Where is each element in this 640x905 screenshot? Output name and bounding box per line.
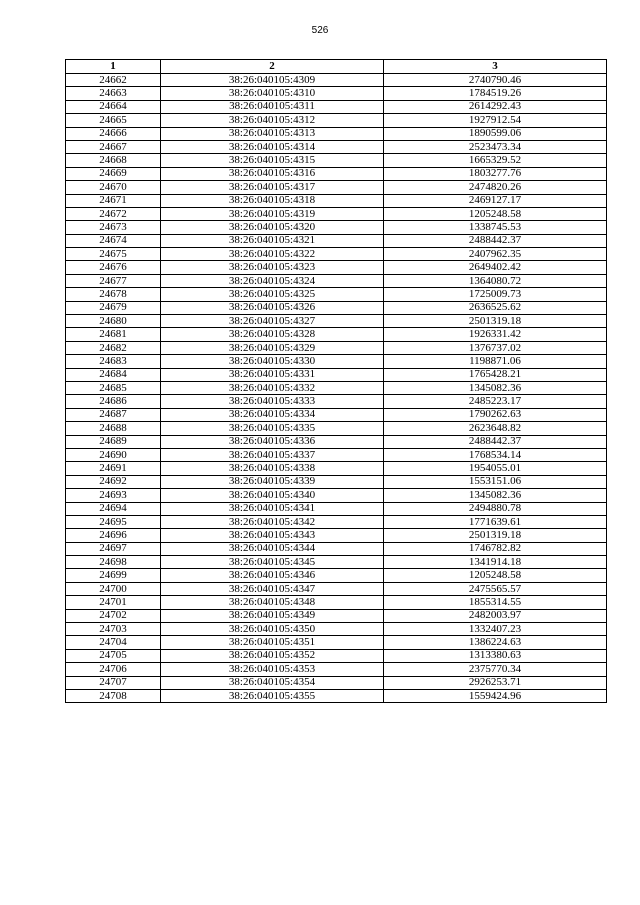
value-cell: 2475565.57 [384, 582, 607, 595]
row-number-cell: 24668 [66, 154, 161, 167]
table-row [66, 167, 607, 180]
cadastral-number-cell: 38:26:040105:4355 [161, 689, 384, 702]
cadastral-number-cell: 38:26:040105:4327 [161, 315, 384, 328]
row-number-cell: 24694 [66, 502, 161, 515]
row-number-cell: 24671 [66, 194, 161, 207]
table-row [66, 355, 607, 368]
value-cell: 1559424.96 [384, 689, 607, 702]
cadastral-number-cell: 38:26:040105:4352 [161, 649, 384, 662]
table-row [66, 502, 607, 515]
row-number-cell: 24706 [66, 663, 161, 676]
table-row [66, 422, 607, 435]
cadastral-number-cell: 38:26:040105:4318 [161, 194, 384, 207]
cadastral-number-cell: 38:26:040105:4342 [161, 515, 384, 528]
cadastral-number-cell: 38:26:040105:4343 [161, 529, 384, 542]
row-number-cell: 24670 [66, 181, 161, 194]
row-number-cell: 24705 [66, 649, 161, 662]
column-header-2: 2 [161, 60, 384, 74]
value-cell: 2926253.71 [384, 676, 607, 689]
value-cell: 1855314.55 [384, 596, 607, 609]
table-row [66, 448, 607, 461]
value-cell: 1790262.63 [384, 408, 607, 421]
row-number-cell: 24701 [66, 596, 161, 609]
cadastral-number-cell: 38:26:040105:4314 [161, 140, 384, 153]
value-cell: 1205248.58 [384, 207, 607, 220]
value-cell: 2740790.46 [384, 74, 607, 87]
table-row [66, 623, 607, 636]
table-row [66, 395, 607, 408]
row-number-cell: 24700 [66, 582, 161, 595]
column-header-1: 1 [66, 60, 161, 74]
cadastral-number-cell: 38:26:040105:4323 [161, 261, 384, 274]
table-row [66, 596, 607, 609]
row-number-cell: 24708 [66, 689, 161, 702]
row-number-cell: 24665 [66, 114, 161, 127]
cadastral-number-cell: 38:26:040105:4311 [161, 100, 384, 113]
table-row [66, 288, 607, 301]
cadastral-number-cell: 38:26:040105:4335 [161, 422, 384, 435]
row-number-cell: 24704 [66, 636, 161, 649]
cadastral-number-cell: 38:26:040105:4315 [161, 154, 384, 167]
value-cell: 2469127.17 [384, 194, 607, 207]
data-table [65, 59, 607, 703]
row-number-cell: 24691 [66, 462, 161, 475]
row-number-cell: 24702 [66, 609, 161, 622]
value-cell: 2636525.62 [384, 301, 607, 314]
cadastral-number-cell: 38:26:040105:4350 [161, 623, 384, 636]
table-row [66, 248, 607, 261]
value-cell: 1376737.02 [384, 341, 607, 354]
table-row [66, 582, 607, 595]
row-number-cell: 24693 [66, 489, 161, 502]
cadastral-number-cell: 38:26:040105:4326 [161, 301, 384, 314]
value-cell: 1313380.63 [384, 649, 607, 662]
cadastral-number-cell: 38:26:040105:4349 [161, 609, 384, 622]
table-row [66, 100, 607, 113]
row-number-cell: 24679 [66, 301, 161, 314]
value-cell: 2523473.34 [384, 140, 607, 153]
table-row [66, 515, 607, 528]
row-number-cell: 24697 [66, 542, 161, 555]
table-row [66, 127, 607, 140]
page-number: 526 [311, 25, 329, 36]
table-body [66, 74, 607, 703]
value-cell: 1345082.36 [384, 381, 607, 394]
table-row [66, 194, 607, 207]
cadastral-number-cell: 38:26:040105:4324 [161, 274, 384, 287]
row-number-cell: 24696 [66, 529, 161, 542]
row-number-cell: 24699 [66, 569, 161, 582]
cadastral-number-cell: 38:26:040105:4310 [161, 87, 384, 100]
cadastral-number-cell: 38:26:040105:4354 [161, 676, 384, 689]
row-number-cell: 24662 [66, 74, 161, 87]
row-number-cell: 24688 [66, 422, 161, 435]
value-cell: 1927912.54 [384, 114, 607, 127]
value-cell: 1784519.26 [384, 87, 607, 100]
table-row [66, 154, 607, 167]
row-number-cell: 24685 [66, 381, 161, 394]
value-cell: 1553151.06 [384, 475, 607, 488]
value-cell: 2488442.37 [384, 435, 607, 448]
value-cell: 1765428.21 [384, 368, 607, 381]
table-row [66, 181, 607, 194]
cadastral-number-cell: 38:26:040105:4322 [161, 248, 384, 261]
table-row [66, 636, 607, 649]
table-row [66, 381, 607, 394]
value-cell: 2494880.78 [384, 502, 607, 515]
table-row [66, 328, 607, 341]
value-cell: 2501319.18 [384, 315, 607, 328]
table-row [66, 74, 607, 87]
row-number-cell: 24689 [66, 435, 161, 448]
table-row [66, 556, 607, 569]
value-cell: 2501319.18 [384, 529, 607, 542]
table-row [66, 676, 607, 689]
table-row [66, 234, 607, 247]
cadastral-number-cell: 38:26:040105:4351 [161, 636, 384, 649]
row-number-cell: 24666 [66, 127, 161, 140]
row-number-cell: 24698 [66, 556, 161, 569]
cadastral-number-cell: 38:26:040105:4341 [161, 502, 384, 515]
cadastral-number-cell: 38:26:040105:4345 [161, 556, 384, 569]
cadastral-number-cell: 38:26:040105:4332 [161, 381, 384, 394]
cadastral-number-cell: 38:26:040105:4328 [161, 328, 384, 341]
row-number-cell: 24695 [66, 515, 161, 528]
cadastral-number-cell: 38:26:040105:4346 [161, 569, 384, 582]
value-cell: 1364080.72 [384, 274, 607, 287]
row-number-cell: 24690 [66, 448, 161, 461]
value-cell: 1665329.52 [384, 154, 607, 167]
cadastral-number-cell: 38:26:040105:4336 [161, 435, 384, 448]
cadastral-number-cell: 38:26:040105:4334 [161, 408, 384, 421]
row-number-cell: 24669 [66, 167, 161, 180]
value-cell: 1205248.58 [384, 569, 607, 582]
table-row [66, 569, 607, 582]
value-cell: 1332407.23 [384, 623, 607, 636]
value-cell: 1771639.61 [384, 515, 607, 528]
row-number-cell: 24675 [66, 248, 161, 261]
cadastral-number-cell: 38:26:040105:4339 [161, 475, 384, 488]
cadastral-number-cell: 38:26:040105:4329 [161, 341, 384, 354]
table-row [66, 301, 607, 314]
row-number-cell: 24684 [66, 368, 161, 381]
value-cell: 2649402.42 [384, 261, 607, 274]
table-row [66, 689, 607, 702]
table-row [66, 87, 607, 100]
value-cell: 1803277.76 [384, 167, 607, 180]
row-number-cell: 24687 [66, 408, 161, 421]
value-cell: 2485223.17 [384, 395, 607, 408]
table-row [66, 274, 607, 287]
cadastral-number-cell: 38:26:040105:4353 [161, 663, 384, 676]
row-number-cell: 24664 [66, 100, 161, 113]
value-cell: 2488442.37 [384, 234, 607, 247]
cadastral-number-cell: 38:26:040105:4319 [161, 207, 384, 220]
cadastral-number-cell: 38:26:040105:4348 [161, 596, 384, 609]
value-cell: 1345082.36 [384, 489, 607, 502]
value-cell: 2623648.82 [384, 422, 607, 435]
table-row [66, 529, 607, 542]
row-number-cell: 24703 [66, 623, 161, 636]
table-row [66, 368, 607, 381]
table-row [66, 475, 607, 488]
cadastral-number-cell: 38:26:040105:4347 [161, 582, 384, 595]
row-number-cell: 24674 [66, 234, 161, 247]
table-row [66, 462, 607, 475]
table-row [66, 408, 607, 421]
value-cell: 2375770.34 [384, 663, 607, 676]
row-number-cell: 24672 [66, 207, 161, 220]
value-cell: 2614292.43 [384, 100, 607, 113]
cadastral-number-cell: 38:26:040105:4313 [161, 127, 384, 140]
cadastral-number-cell: 38:26:040105:4317 [161, 181, 384, 194]
value-cell: 1926331.42 [384, 328, 607, 341]
table-row [66, 542, 607, 555]
cadastral-number-cell: 38:26:040105:4340 [161, 489, 384, 502]
table-row [66, 489, 607, 502]
row-number-cell: 24686 [66, 395, 161, 408]
row-number-cell: 24676 [66, 261, 161, 274]
value-cell: 1386224.63 [384, 636, 607, 649]
row-number-cell: 24683 [66, 355, 161, 368]
row-number-cell: 24677 [66, 274, 161, 287]
cadastral-number-cell: 38:26:040105:4325 [161, 288, 384, 301]
value-cell: 2474820.26 [384, 181, 607, 194]
cadastral-number-cell: 38:26:040105:4321 [161, 234, 384, 247]
cadastral-number-cell: 38:26:040105:4316 [161, 167, 384, 180]
table-row [66, 649, 607, 662]
value-cell: 1341914.18 [384, 556, 607, 569]
row-number-cell: 24680 [66, 315, 161, 328]
cadastral-number-cell: 38:26:040105:4309 [161, 74, 384, 87]
row-number-cell: 24663 [66, 87, 161, 100]
row-number-cell: 24667 [66, 140, 161, 153]
table-row [66, 341, 607, 354]
cadastral-number-cell: 38:26:040105:4337 [161, 448, 384, 461]
cadastral-number-cell: 38:26:040105:4320 [161, 221, 384, 234]
value-cell: 1746782.82 [384, 542, 607, 555]
value-cell: 1890599.06 [384, 127, 607, 140]
column-header-3: 3 [384, 60, 607, 74]
table-row [66, 261, 607, 274]
value-cell: 2407962.35 [384, 248, 607, 261]
row-number-cell: 24682 [66, 341, 161, 354]
table-row [66, 114, 607, 127]
value-cell: 1198871.06 [384, 355, 607, 368]
table-row [66, 140, 607, 153]
table-row [66, 435, 607, 448]
table-row [66, 663, 607, 676]
row-number-cell: 24681 [66, 328, 161, 341]
value-cell: 1725009.73 [384, 288, 607, 301]
value-cell: 1768534.14 [384, 448, 607, 461]
table-row [66, 609, 607, 622]
row-number-cell: 24707 [66, 676, 161, 689]
table-row [66, 315, 607, 328]
row-number-cell: 24692 [66, 475, 161, 488]
cadastral-number-cell: 38:26:040105:4312 [161, 114, 384, 127]
row-number-cell: 24673 [66, 221, 161, 234]
value-cell: 2482003.97 [384, 609, 607, 622]
cadastral-number-cell: 38:26:040105:4331 [161, 368, 384, 381]
value-cell: 1954055.01 [384, 462, 607, 475]
table-header-row [66, 60, 607, 74]
cadastral-number-cell: 38:26:040105:4330 [161, 355, 384, 368]
row-number-cell: 24678 [66, 288, 161, 301]
cadastral-number-cell: 38:26:040105:4333 [161, 395, 384, 408]
table-row [66, 207, 607, 220]
table-row [66, 221, 607, 234]
cadastral-number-cell: 38:26:040105:4338 [161, 462, 384, 475]
value-cell: 1338745.53 [384, 221, 607, 234]
cadastral-number-cell: 38:26:040105:4344 [161, 542, 384, 555]
